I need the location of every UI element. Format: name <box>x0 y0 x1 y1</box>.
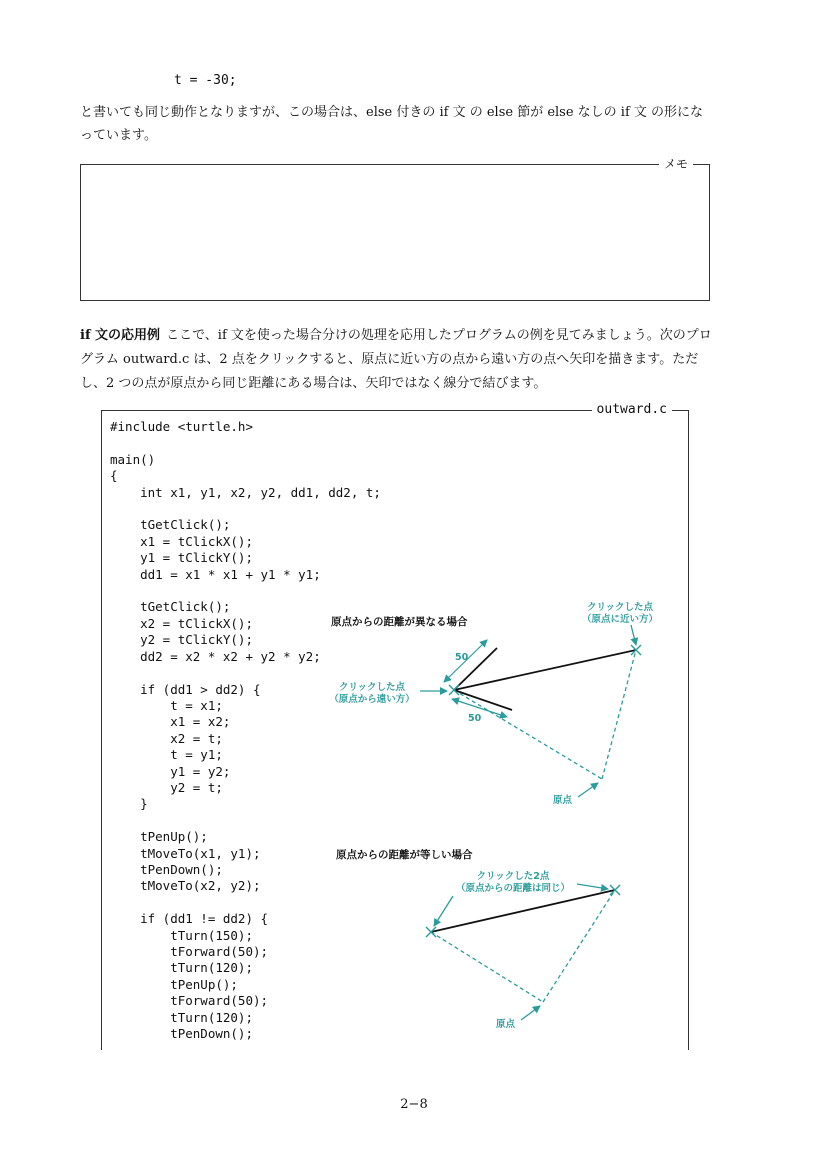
case1-title: 原点からの距離が異なる場合 <box>331 616 468 628</box>
case2-segment <box>431 890 615 932</box>
paragraph-else-explanation: と書いても同じ動作となりますが、この場合は、else 付きの if 文 の else 節が else なしの if 文 の形になっています。 <box>80 105 704 143</box>
code-filename-label: outward.c <box>592 401 672 419</box>
case2-origin-label: 原点 <box>496 1019 516 1030</box>
memo-label: メモ <box>659 156 693 172</box>
case2-dashed-triangle <box>431 890 615 1002</box>
case1-origin-label: 原点 <box>553 795 573 806</box>
case2-left-pointer <box>434 896 453 926</box>
case2-title: 原点からの距離が等しい場合 <box>336 849 473 861</box>
case2-right-pointer <box>577 884 608 889</box>
code-snippet-line: t = -30; <box>174 73 237 88</box>
case1-near-label-line1: クリックした点 <box>338 682 406 693</box>
case1-origin-pointer <box>578 783 598 797</box>
case1-dim-label-bottom: 50 <box>468 713 482 724</box>
page-number: 2−8 <box>400 1097 428 1112</box>
case1-far-label-line1: クリックした点 <box>586 602 654 613</box>
case1-dim-label-top: 50 <box>455 652 469 663</box>
case1-arrow <box>454 648 636 710</box>
case1-near-label-line2: （原点から遠い方） <box>329 694 415 705</box>
code-listing: #include <turtle.h> main() { int x1, y1, x2, y2, dd1, dd2, t; tGetClick(); x1 = tClickX(); y1 = tClickY(); dd1 = x1 * x1 + y1 * y1; tGetClick(); x2 = tClickX(); y2 = tClickY(); dd2 = x2 * x2 + y2 * y2; if (dd1 > dd2) { t = x1; x1 = x2; x2 = t; t = y1; y1 = y2; y2 = t; } tPenUp(); tMoveTo(x1, y1); tPenDown(); tMoveTo(x2, y2); if (dd1 != dd2) { tTurn(150); tForward(50); tTurn(120); tPenUp(); tForward(50); tTurn(120); tPenDown(); <box>110 419 381 1042</box>
section-heading: if 文の応用例 <box>80 328 161 343</box>
case2-origin-pointer <box>521 1006 540 1020</box>
paragraph-body: ここで、if 文を使った場合分けの処理を応用したプログラムの例を見てみましょう。次のプログラム outward.c は、2 点をクリックすると、原点に近い方の点から遠い方の点へ矢印を描きます。ただし、2 つの点が原点から同じ距離にある場合は、矢印ではなく線分で結びます。 <box>80 328 712 391</box>
case1-far-pointer <box>631 625 636 645</box>
case2-points-label-line2: （原点からの距離は同じ） <box>455 883 571 894</box>
case2-points-label-line1: クリックした2点 <box>476 871 550 882</box>
case1-far-label-line2: （原点に近い方） <box>581 614 659 625</box>
